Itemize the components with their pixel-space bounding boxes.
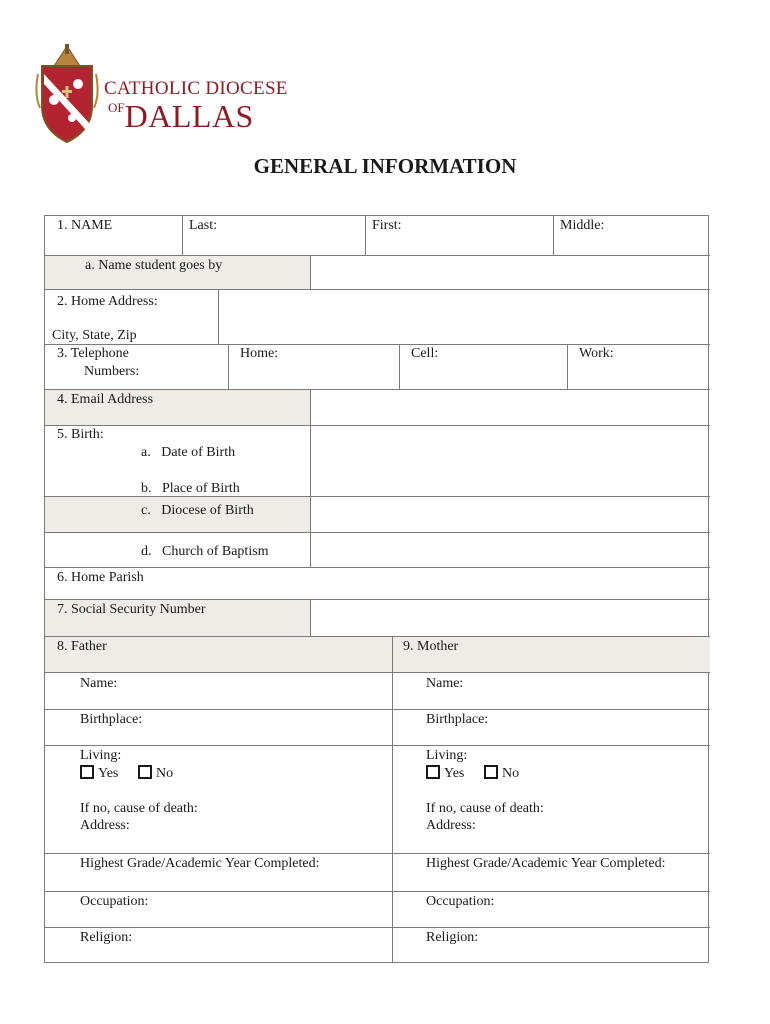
name-goes-by-field[interactable] xyxy=(310,255,710,289)
name-label: 1. NAME xyxy=(57,218,113,233)
mother-religion-label: Religion: xyxy=(426,930,479,945)
ssn-field[interactable] xyxy=(310,599,710,636)
name-goes-by-label: a. Name student goes by xyxy=(85,258,223,273)
diocese-of-birth-label: c. Diocese of Birth xyxy=(141,503,254,518)
logo-of: OF xyxy=(108,100,125,115)
father-cause-label: If no, cause of death: xyxy=(80,801,198,816)
diocese-of-birth-field[interactable] xyxy=(310,496,710,532)
ssn-label-cell xyxy=(45,599,310,636)
father-occupation-field[interactable] xyxy=(45,891,392,927)
mother-birthplace-label: Birthplace: xyxy=(426,712,489,727)
mother-birthplace-field[interactable] xyxy=(392,709,710,745)
logo-line1: CATHOLIC DIOCESE xyxy=(104,78,288,99)
mother-grade-label: Highest Grade/Academic Year Completed: xyxy=(426,856,666,871)
logo-dallas: DALLAS xyxy=(124,98,254,134)
mother-no-checkbox[interactable] xyxy=(484,765,498,779)
middle-name-field[interactable] xyxy=(553,216,710,255)
father-grade-field[interactable] xyxy=(45,853,392,891)
email-label-cell xyxy=(45,389,310,425)
mother-grade-field[interactable] xyxy=(392,853,710,891)
father-address-field[interactable] xyxy=(45,819,392,853)
father-grade-label: Highest Grade/Academic Year Completed: xyxy=(80,856,320,871)
date-of-birth-field[interactable] xyxy=(310,425,710,496)
name-goes-by-label-cell xyxy=(45,255,310,289)
work-phone-field[interactable] xyxy=(567,344,710,389)
church-of-baptism-label: d. Church of Baptism xyxy=(141,544,269,559)
birth-label: 5. Birth: xyxy=(57,427,104,442)
mother-no-option[interactable] xyxy=(484,765,519,782)
cell-phone-field[interactable] xyxy=(399,344,567,389)
diocese-logo xyxy=(32,44,288,146)
diocese-shield-icon xyxy=(32,44,102,144)
logo-line2 xyxy=(108,100,254,132)
cell-phone-label: Cell: xyxy=(411,346,439,361)
father-header-cell xyxy=(45,636,392,672)
mother-no-label: No xyxy=(502,766,520,781)
father-no-option[interactable] xyxy=(138,765,173,782)
father-name-label: Name: xyxy=(80,676,118,691)
general-information-form xyxy=(44,215,709,963)
mother-cause-label: If no, cause of death: xyxy=(426,801,544,816)
last-name-field[interactable] xyxy=(182,216,365,255)
father-address-label: Address: xyxy=(80,818,130,833)
father-yes-label: Yes xyxy=(98,766,119,781)
father-header: 8. Father xyxy=(57,639,107,654)
father-no-checkbox[interactable] xyxy=(138,765,152,779)
father-occupation-label: Occupation: xyxy=(80,894,149,909)
home-phone-label: Home: xyxy=(240,346,279,361)
home-address-field[interactable] xyxy=(218,289,710,344)
mother-occupation-field[interactable] xyxy=(392,891,710,927)
father-yes-option[interactable] xyxy=(80,765,118,782)
mother-yes-option[interactable] xyxy=(426,765,464,782)
place-of-birth-label: b. Place of Birth xyxy=(141,481,240,496)
father-yes-checkbox[interactable] xyxy=(80,765,94,779)
home-parish-label: 6. Home Parish xyxy=(57,570,144,585)
church-of-baptism-field[interactable] xyxy=(310,532,710,567)
telephone-label-numbers: Numbers: xyxy=(84,364,140,379)
telephone-label-cell xyxy=(45,344,228,389)
mother-name-field[interactable] xyxy=(392,672,710,709)
last-name-label: Last: xyxy=(189,218,217,233)
father-living-label: Living: xyxy=(80,748,122,763)
home-address-label-cell xyxy=(45,289,218,344)
page-title: GENERAL INFORMATION xyxy=(253,154,517,178)
mother-yes-checkbox[interactable] xyxy=(426,765,440,779)
church-of-baptism-label-cell xyxy=(45,532,310,567)
work-phone-label: Work: xyxy=(579,346,614,361)
email-field[interactable] xyxy=(310,389,710,425)
mother-address-field[interactable] xyxy=(392,819,710,853)
father-no-label: No xyxy=(156,766,174,781)
home-address-label: 2. Home Address: xyxy=(57,294,158,309)
diocese-of-birth-label-cell xyxy=(45,496,310,532)
mother-religion-field[interactable] xyxy=(392,927,710,963)
city-state-zip-label: City, State, Zip xyxy=(52,328,137,343)
ssn-label: 7. Social Security Number xyxy=(57,602,206,617)
father-birthplace-field[interactable] xyxy=(45,709,392,745)
first-name-field[interactable] xyxy=(365,216,553,255)
mother-living-cell xyxy=(392,745,710,819)
name-label-cell xyxy=(45,216,182,255)
date-of-birth-label: a. Date of Birth xyxy=(141,445,236,460)
mother-occupation-label: Occupation: xyxy=(426,894,495,909)
mother-address-label: Address: xyxy=(426,818,476,833)
birth-label-cell xyxy=(45,425,310,496)
middle-name-label: Middle: xyxy=(560,218,605,233)
father-religion-field[interactable] xyxy=(45,927,392,963)
mother-name-label: Name: xyxy=(426,676,464,691)
telephone-label: 3. Telephone xyxy=(57,346,129,361)
mother-living-label: Living: xyxy=(426,748,468,763)
mother-header-cell xyxy=(392,636,710,672)
mother-header: 9. Mother xyxy=(403,639,459,654)
father-religion-label: Religion: xyxy=(80,930,133,945)
home-parish-label-cell xyxy=(45,567,710,599)
father-living-cell xyxy=(45,745,392,819)
email-label: 4. Email Address xyxy=(57,392,154,407)
father-name-field[interactable] xyxy=(45,672,392,709)
mother-yes-label: Yes xyxy=(444,766,465,781)
home-phone-field[interactable] xyxy=(228,344,399,389)
first-name-label: First: xyxy=(372,218,402,233)
father-birthplace-label: Birthplace: xyxy=(80,712,143,727)
